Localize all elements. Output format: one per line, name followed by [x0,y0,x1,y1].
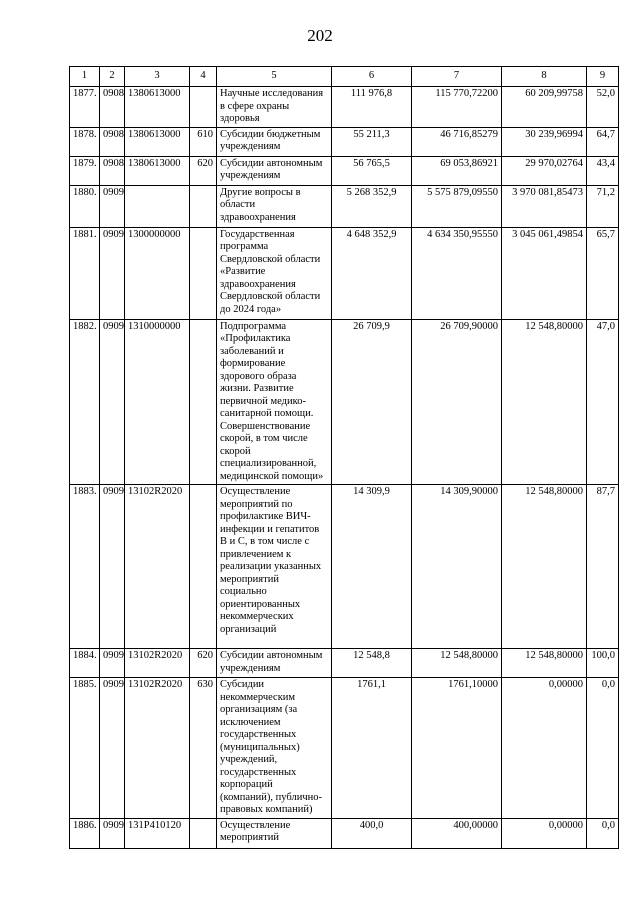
section-code-cell: 0909 [100,485,125,649]
section-code-cell: 0908 [100,127,125,156]
expense-type-cell: 620 [190,649,217,678]
section-code-cell: 0909 [100,678,125,819]
percent-cell: 65,7 [587,227,619,319]
target-article-cell: 13102R2020 [125,649,190,678]
page-number: 202 [307,26,333,45]
row-number-cell: 1886. [70,818,100,848]
table-row [70,227,619,319]
column-header: 9 [587,67,619,87]
table-row [70,127,619,156]
target-article-cell: 1380613000 [125,87,190,128]
column-header: 4 [190,67,217,87]
item-name-cell: Субсидии некоммерческим организациям (за исключением государственных (муниципальных) учреждений, государственных корпораций (компаний), публично-правовых компаний) [217,678,332,819]
value-col6-cell: 26 709,9 [332,319,412,485]
column-header: 6 [332,67,412,87]
value-col8-cell: 12 548,80000 [502,649,587,678]
value-col8-cell: 12 548,80000 [502,485,587,649]
value-col7-cell: 4 634 350,95550 [412,227,502,319]
value-col8-cell: 29 970,02764 [502,156,587,185]
percent-cell: 64,7 [587,127,619,156]
section-code-cell: 0909 [100,185,125,227]
table-row [70,319,619,485]
expense-type-cell [190,185,217,227]
value-col8-cell: 3 045 061,49854 [502,227,587,319]
percent-cell: 100,0 [587,649,619,678]
value-col8-cell: 30 239,96994 [502,127,587,156]
column-header: 2 [100,67,125,87]
row-number-cell: 1881. [70,227,100,319]
target-article-cell: 131P410120 [125,818,190,848]
value-col6-cell: 5 268 352,9 [332,185,412,227]
expense-type-cell: 610 [190,127,217,156]
column-header: 3 [125,67,190,87]
expense-type-cell [190,87,217,128]
target-article-cell: 1380613000 [125,127,190,156]
row-number-cell: 1883. [70,485,100,649]
column-header: 1 [70,67,100,87]
value-col8-cell: 60 209,99758 [502,87,587,128]
column-header: 5 [217,67,332,87]
percent-cell: 87,7 [587,485,619,649]
value-col7-cell: 12 548,80000 [412,649,502,678]
expense-type-cell [190,227,217,319]
percent-cell: 47,0 [587,319,619,485]
expense-type-cell: 620 [190,156,217,185]
table-row [70,87,619,128]
item-name-cell: Подпрограмма «Профилактика заболеваний и формирование здорового образа жизни. Развитие первичной медико-санитарной помощи. Совершенствование скорой, в том числе скорой специализированной, медицинской помощи» [217,319,332,485]
percent-cell: 71,2 [587,185,619,227]
value-col7-cell: 14 309,90000 [412,485,502,649]
value-col6-cell: 12 548,8 [332,649,412,678]
value-col6-cell: 55 211,3 [332,127,412,156]
section-code-cell: 0908 [100,87,125,128]
value-col6-cell: 400,0 [332,818,412,848]
expense-type-cell: 630 [190,678,217,819]
expense-type-cell [190,818,217,848]
value-col7-cell: 26 709,90000 [412,319,502,485]
item-name-cell: Субсидии автономным учреждениям [217,156,332,185]
row-number-cell: 1885. [70,678,100,819]
section-code-cell: 0909 [100,319,125,485]
value-col8-cell: 0,00000 [502,678,587,819]
expense-type-cell [190,319,217,485]
item-name-cell: Другие вопросы в области здравоохранения [217,185,332,227]
table-row [70,156,619,185]
value-col7-cell: 115 770,72200 [412,87,502,128]
percent-cell: 0,0 [587,818,619,848]
value-col8-cell: 0,00000 [502,818,587,848]
section-code-cell: 0908 [100,156,125,185]
value-col7-cell: 5 575 879,09550 [412,185,502,227]
value-col6-cell: 56 765,5 [332,156,412,185]
value-col6-cell: 4 648 352,9 [332,227,412,319]
value-col7-cell: 1761,10000 [412,678,502,819]
column-header: 8 [502,67,587,87]
table-row [70,678,619,819]
section-code-cell: 0909 [100,649,125,678]
percent-cell: 43,4 [587,156,619,185]
target-article-cell: 1310000000 [125,319,190,485]
target-article-cell: 13102R2020 [125,678,190,819]
row-number-cell: 1884. [70,649,100,678]
value-col7-cell: 69 053,86921 [412,156,502,185]
section-code-cell: 0909 [100,818,125,848]
target-article-cell: 1300000000 [125,227,190,319]
item-name-cell: Осуществление мероприятий [217,818,332,848]
row-number-cell: 1878. [70,127,100,156]
table-row [70,649,619,678]
table-row [70,185,619,227]
percent-cell: 0,0 [587,678,619,819]
table-row [70,818,619,848]
budget-table [69,66,619,849]
value-col8-cell: 3 970 081,85473 [502,185,587,227]
item-name-cell: Осуществление мероприятий по профилактике ВИЧ-инфекции и гепатитов B и C, в том числе с привлечением к реализации указанных мероприятий социально ориентированных некоммерческих организаций [217,485,332,649]
expense-type-cell [190,485,217,649]
target-article-cell: 13102R2020 [125,485,190,649]
row-number-cell: 1877. [70,87,100,128]
row-number-cell: 1882. [70,319,100,485]
target-article-cell: 1380613000 [125,156,190,185]
column-header: 7 [412,67,502,87]
table-row [70,485,619,649]
table-header-row [70,67,619,87]
value-col6-cell: 111 976,8 [332,87,412,128]
section-code-cell: 0909 [100,227,125,319]
row-number-cell: 1880. [70,185,100,227]
item-name-cell: Научные исследования в сфере охраны здоровья [217,87,332,128]
target-article-cell [125,185,190,227]
value-col6-cell: 1761,1 [332,678,412,819]
value-col6-cell: 14 309,9 [332,485,412,649]
item-name-cell: Субсидии автономным учреждениям [217,649,332,678]
item-name-cell: Субсидии бюджетным учреждениям [217,127,332,156]
row-number-cell: 1879. [70,156,100,185]
value-col7-cell: 400,00000 [412,818,502,848]
item-name-cell: Государственная программа Свердловской области «Развитие здравоохранения Свердловской области до 2024 года» [217,227,332,319]
percent-cell: 52,0 [587,87,619,128]
value-col8-cell: 12 548,80000 [502,319,587,485]
value-col7-cell: 46 716,85279 [412,127,502,156]
